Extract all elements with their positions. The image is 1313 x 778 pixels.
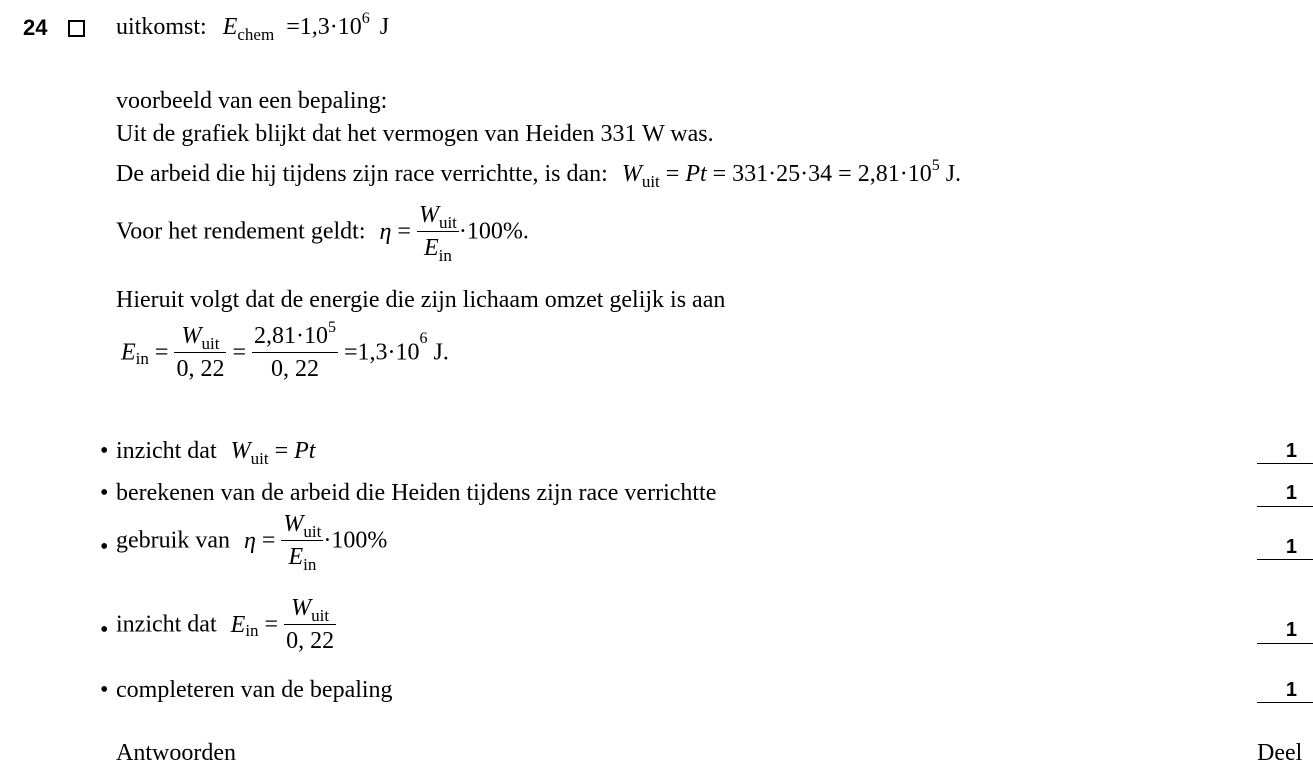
work-symbol-sub: uit — [641, 172, 660, 191]
answer-label: uitkomst: — [116, 14, 207, 40]
answer-exponent: 6 — [361, 10, 370, 27]
answer-symbol: E — [222, 14, 238, 40]
ein-result: =1,3·10 — [344, 339, 420, 366]
criterion-1 — [116, 438, 316, 468]
score-line-5 — [1257, 702, 1313, 703]
eta-symbol: η — [379, 218, 392, 245]
efficiency-fraction — [417, 202, 459, 265]
work-symbol: W — [621, 161, 642, 187]
fraction-numerator-sub: uit — [438, 213, 457, 232]
criterion-4 — [116, 596, 336, 653]
bullet-3: • — [100, 534, 109, 560]
criterion-4-num-sub: uit — [311, 606, 330, 625]
score-line-3 — [1257, 559, 1313, 560]
footer-left: Antwoorden — [116, 740, 236, 766]
criterion-2: berekenen van de arbeid die Heiden tijdens zijn race verrichtte — [116, 480, 717, 506]
ein-symbol-sub: in — [135, 349, 149, 368]
criterion-3-pct: ·100% — [323, 527, 388, 554]
ein-symbol: E — [121, 339, 136, 366]
criterion-3-eq: = — [255, 527, 276, 554]
criterion-4-text: inzicht dat — [116, 611, 217, 638]
criterion-3-num: W — [283, 511, 304, 537]
eta-eq: = — [391, 218, 411, 245]
percent-factor: ·100%. — [458, 218, 529, 245]
answer-unit: J — [379, 14, 390, 40]
work-pt: Pt — [685, 161, 707, 187]
criterion-1-w-sub: uit — [250, 449, 269, 468]
score-checkbox[interactable] — [68, 20, 85, 37]
criterion-1-pt: Pt — [294, 438, 316, 464]
criterion-1-text: inzicht dat — [116, 438, 217, 464]
answer-symbol-sub: chem — [237, 25, 275, 44]
answer-value: =1,3·10 — [286, 14, 362, 40]
score-3: 1 — [1285, 536, 1297, 558]
score-1: 1 — [1285, 440, 1297, 462]
ein-frac1-num: W — [181, 323, 202, 349]
fraction-denominator-sub: in — [438, 246, 452, 265]
fraction-denominator: E — [423, 235, 439, 261]
question-number: 24 — [23, 15, 48, 40]
ein-fraction-2 — [252, 319, 338, 382]
criterion-4-e: E — [230, 611, 246, 638]
bullet-2: • — [100, 480, 109, 506]
criterion-1-eq: = — [268, 438, 295, 464]
example-line-2 — [116, 157, 962, 191]
criterion-1-w: W — [230, 438, 251, 464]
example-line-1: Uit de grafiek blijkt dat het vermogen van Heiden 331 W was. — [116, 121, 714, 147]
score-line-1 — [1257, 463, 1313, 464]
criterion-4-fraction — [284, 596, 336, 653]
footer-right: Deel — [1257, 740, 1303, 766]
criterion-4-num: W — [291, 595, 312, 621]
work-exponent: 5 — [931, 157, 940, 174]
criterion-4-e-sub: in — [245, 621, 259, 640]
example-heading: voorbeeld van een bepaling: — [116, 88, 388, 114]
ein-result-exp: 6 — [419, 329, 428, 347]
criterion-5: completeren van de bepaling — [116, 677, 393, 703]
ein-fraction-1 — [174, 324, 226, 381]
bullet-1: • — [100, 438, 109, 464]
answer-line — [116, 10, 390, 44]
ein-unit: J. — [427, 339, 449, 366]
criterion-3-eta: η — [243, 527, 256, 554]
work-text: De arbeid die hij tijdens zijn race verrichtte, is dan: — [116, 161, 608, 187]
score-5: 1 — [1285, 679, 1297, 701]
fraction-numerator: W — [418, 202, 439, 228]
criterion-3 — [116, 511, 388, 574]
efficiency-text: Voor het rendement geldt: — [116, 218, 366, 245]
bullet-4: • — [100, 617, 109, 643]
criterion-3-fraction — [281, 511, 323, 574]
ein-frac2-den: 0, 22 — [271, 356, 319, 382]
score-2: 1 — [1285, 482, 1297, 504]
ein-frac2-exp: 5 — [328, 319, 336, 336]
score-4: 1 — [1285, 619, 1297, 641]
work-unit: J. — [939, 161, 962, 187]
ein-frac2-num: 2,81·10 — [254, 323, 328, 349]
work-eq: = — [665, 161, 686, 187]
criterion-3-den: E — [288, 544, 304, 570]
ein-frac1-num-sub: uit — [201, 334, 220, 353]
criterion-4-den: 0, 22 — [286, 628, 335, 654]
example-line-4: Hieruit volgt dat de energie die zijn lichaam omzet gelijk is aan — [116, 287, 726, 313]
criterion-3-text: gebruik van — [116, 527, 230, 554]
bullet-5: • — [100, 677, 109, 703]
criterion-4-eq: = — [258, 611, 279, 638]
ein-eq-1: = — [154, 339, 169, 366]
example-line-3 — [116, 202, 529, 265]
criterion-3-den-sub: in — [303, 555, 317, 574]
ein-frac1-den: 0, 22 — [176, 356, 225, 382]
criterion-3-num-sub: uit — [303, 522, 322, 541]
score-line-2 — [1257, 506, 1313, 507]
ein-eq-2: = — [232, 339, 246, 366]
score-line-4 — [1257, 643, 1313, 644]
example-line-5 — [121, 319, 449, 382]
work-calc: = 331·25·34 = 2,81·10 — [706, 161, 932, 187]
